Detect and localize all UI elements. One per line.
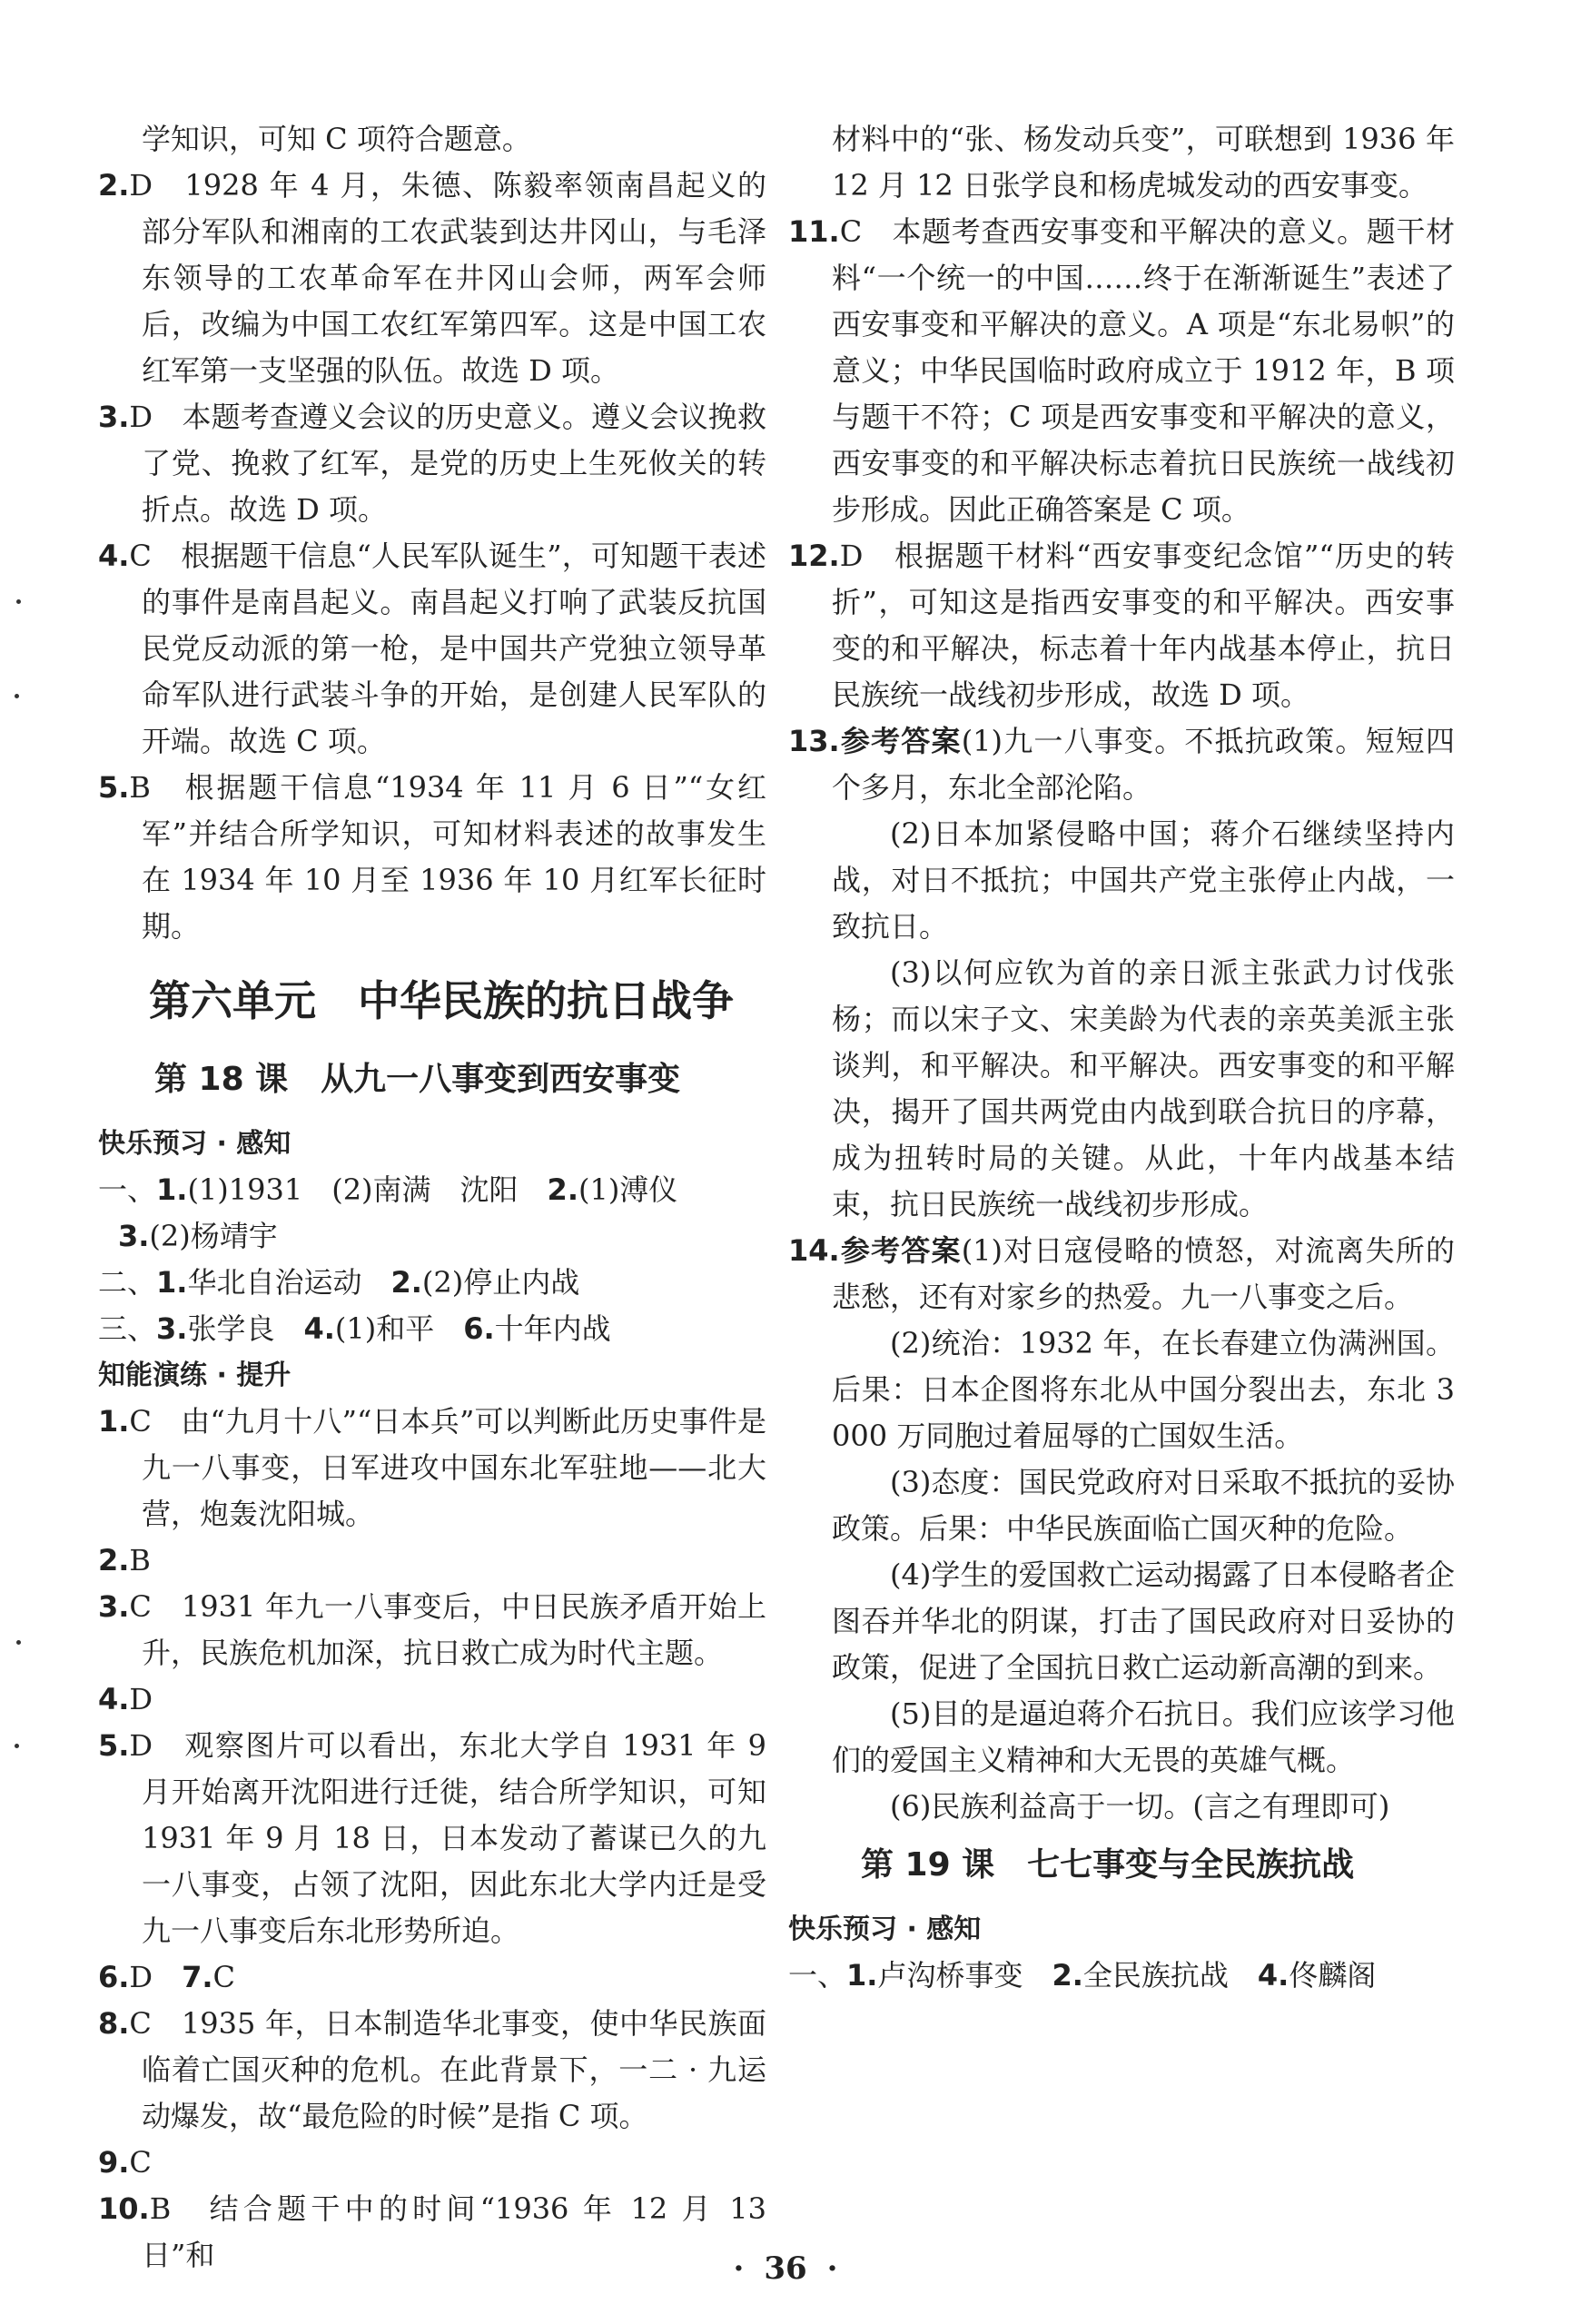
practice-item-10: 10.B 结合题干中的时间“1936 年 12 月 13 日”和: [98, 2191, 766, 2272]
answer-item-2: 2.D 1928 年 4 月，朱德、陈毅率领南昌起义的部分军队和湘南的工农武装到达井冈山，与毛泽东领导的工农革命军在井冈山会师，两军会师后，改编为中国工农红军第四军。这是中国工农红军第一支坚强的队伍。故选 D 项。: [98, 168, 766, 388]
practice-item-8: 8.C 1935 年，日本制造华北事变，使中华民族面临着亡国灭种的危机。在此背景下，一二 · 九运动爆发，故“最危险的时候”是指 C 项。: [98, 2006, 766, 2133]
practice-item-3: 3.C 1931 年九一八事变后，中日民族矛盾开始上升，民族危机加深，抗日救亡成为时代主题。: [98, 1589, 766, 1670]
answer-14-part-4: (4)学生的爱国救亡运动揭露了日本侵略者企图吞并华北的阴谋，打击了国民政府对日妥协的政策，促进了全国抗日救亡运动新高潮的到来。: [832, 1558, 1455, 1685]
right-column: [788, 116, 1455, 1999]
unit-title: 第六单元 中华民族的抗日战争: [149, 976, 734, 1025]
preview-heading: 快乐预习 · 感知: [788, 1914, 982, 1945]
preview-line-2: 二、1.华北自治运动 2.(2)停止内战: [98, 1265, 580, 1300]
scan-mark: [16, 1640, 21, 1645]
answer-14-part-3: (3)态度：国民党政府对日采取不抵抗的妥协政策。后果：中华民族面临亡国灭种的危险。: [832, 1465, 1455, 1546]
practice-item-5: 5.D 观察图片可以看出，东北大学自 1931 年 9 月开始离开沈阳进行迁徙，结合所学知识，可知 1931 年 9 月 18 日，日本发动了蓄谋已久的九一八事变，占领了沈阳，因此东北大学内迁是受九一八事变后东北形势所迫。: [98, 1728, 766, 1948]
practice-item-4: 4.D: [98, 1682, 153, 1716]
preview-heading: 快乐预习 · 感知: [98, 1128, 291, 1160]
answer-13-part-2: (2)日本加紧侵略中国；蒋介石继续坚持内战，对日不抵抗；中国共产党主张停止内战，一致抗日。: [832, 816, 1455, 944]
answer-item-3: 3.D 本题考查遵义会议的历史意义。遵义会议挽救了党、挽救了红军，是党的历史上生死攸关的转折点。故选 D 项。: [98, 400, 766, 527]
preview-line-1b: 3.(2)杨靖宇: [118, 1219, 278, 1253]
scan-mark: [15, 694, 19, 698]
practice-item-11: 11.C 本题考查西安事变和平解决的意义。题干材料“一个统一的中国……终于在渐渐诞生”表述了西安事变和平解决的意义。A 项是“东北易帜”的意义；中华民国临时政府成立于 1912 年，B 项与题干不符；C 项是西安事变和平解决的意义，西安事变的和平解决标志着抗日民族统一战线初步形成。因此正确答案是 C 项。: [788, 214, 1455, 527]
practice-item-14: 14.参考答案(1)对日寇侵略的愤怒，对流离失所的悲愁，还有对家乡的热爱。九一八事变之后。: [788, 1233, 1455, 1314]
preview-line-1: 一、1.(1)1931 (2)南满 沈阳 2.(1)溥仪: [98, 1172, 678, 1207]
left-column: [98, 116, 766, 2279]
continued-text: 学知识，可知 C 项符合题意。: [142, 122, 531, 156]
lesson-18-title: 第 18 课 从九一八事变到西安事变: [154, 1061, 681, 1098]
answer-item-5: 5.B 根据题干信息“1934 年 11 月 6 日”“女红军”并结合所学知识，可知材料表述的故事发生在 1934 年 10 月至 1936 年 10 月红军长征时期。: [98, 770, 766, 944]
lesson-19-title: 第 19 课 七七事变与全民族抗战: [861, 1846, 1355, 1884]
scan-mark: [15, 1744, 19, 1748]
practice-item-1: 1.C 由“九月十八”“日本兵”可以判断此历史事件是九一八事变，日军进攻中国东北军驻地——北大营，炮轰沈阳城。: [98, 1404, 766, 1531]
answer-14-part-6: (6)民族利益高于一切。(言之有理即可): [890, 1789, 1390, 1824]
practice-item-2: 2.B: [98, 1543, 151, 1577]
practice-heading: 知能演练 · 提升: [98, 1360, 291, 1391]
answer-13-part-3: (3)以何应钦为首的亲日派主张武力讨伐张杨；而以宋子文、宋美龄为代表的亲英美派主张谈判，和平解决。和平解决。西安事变的和平解决，揭开了国共两党由内战到联合抗日的序幕，成为扭转时局的关键。从此，十年内战基本结束，抗日民族统一战线初步形成。: [832, 955, 1455, 1221]
answer-14-part-5: (5)目的是逼迫蒋介石抗日。我们应该学习他们的爱国主义精神和大无畏的英雄气概。: [832, 1696, 1455, 1777]
scan-mark: [16, 599, 21, 604]
answer-14-part-2: (2)统治：1932 年，在长春建立伪满洲国。后果：日本企图将东北从中国分裂出去，东北 3 000 万同胞过着屈辱的亡国奴生活。: [832, 1326, 1455, 1453]
practice-item-13: 13.参考答案(1)九一八事变。不抵抗政策。短短四个多月，东北全部沦陷。: [788, 724, 1455, 805]
preview-line-3: 三、3.张学良 4.(1)和平 6.十年内战: [98, 1311, 611, 1346]
page-number: · 36 ·: [733, 2250, 838, 2287]
answer-item-4: 4.C 根据题干信息“人民军队诞生”，可知题干表述的事件是南昌起义。南昌起义打响了武装反抗国民党反动派的第一枪，是中国共产党独立领导革命军队进行武装斗争的开始，是创建人民军队的开端。故选 C 项。: [98, 539, 766, 758]
practice-item-12: 12.D 根据题干材料“西安事变纪念馆”“历史的转折”，可知这是指西安事变的和平解决。西安事变的和平解决，标志着十年内战基本停止，抗日民族统一战线初步形成，故选 D 项。: [788, 539, 1455, 712]
practice-item-9: 9.C: [98, 2145, 152, 2180]
preview-line-1: 一、1.卢沟桥事变 2.全民族抗战 4.佟麟阁: [788, 1958, 1377, 1993]
continued-text: 材料中的“张、杨发动兵变”，可联想到 1936 年 12 月 12 日张学良和杨虎城发动的西安事变。: [832, 122, 1455, 203]
practice-item-6-7: 6.D 7.C: [98, 1960, 235, 1994]
